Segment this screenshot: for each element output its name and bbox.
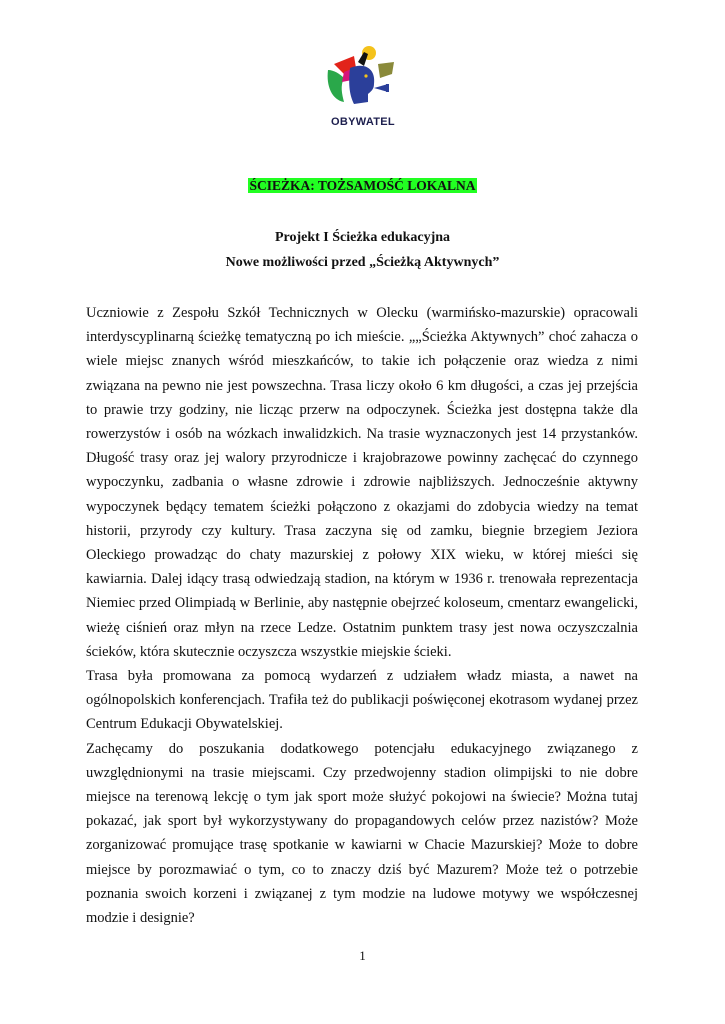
- project-title: Projekt I Ścieżka edukacyjna: [274, 230, 451, 245]
- obywatel-logo: [320, 42, 406, 132]
- logo-text: OBYWATEL: [331, 116, 395, 128]
- paragraph: Zachęcamy do poszukania dodatkowego potencjału edukacyjnego związanego z uwzględnionymi na trasie miejscami. Czy przedwojenny stadion olimpijski to nie dobre miejsce na terenową lekcję o tym jak sport może służyć pokojowi na świecie? Można tutaj pokazać, jak sport był wykorzystywany do propagandowych celów przez nazistów? Może zorganizować promujące trasę spotkanie w kawiarni w Chacie Mazurskiej? Może to dobre miejsce by porozmawiać o tym, co to znaczy dziś być Mazurem? Może też o potrzebie poznania swoich korzeni i związanej z tym modzie na ludowe motywy we współczesnej modzie i designie?: [86, 740, 638, 927]
- page-number: 1: [359, 948, 366, 963]
- body-text: [86, 301, 638, 930]
- path-label-highlight: ŚCIEŻKA: TOŻSAMOŚĆ LOKALNA: [249, 178, 476, 193]
- paragraph: Trasa była promowana za pomocą wydarzeń z udziałem władz miasta, a nawet na ogólnopolskich konferencjach. Trafiła też do publikacji poświęconej ekotrasom wydanej przez Centrum Edukacji Obywatelskiej.: [86, 668, 638, 733]
- obywatel-logo-icon: [320, 42, 406, 114]
- project-subtitle: Nowe możliwości przed „Ścieżką Aktywnych”: [225, 255, 500, 270]
- paragraph: Uczniowie z Zespołu Szkół Technicznych w Olecku (warmińsko-mazurskie) opracowali interdyscyplinarną ścieżkę tematyczną po ich mieście. „„Ścieżka Aktywnych” choć zahacza o wiele miejsc znanych wśród mieszkańców, to takie ich połączenie oraz wiedza z nimi związana na pewno nie jest powszechna. Trasa liczy około 6 km długości, a czas jej przejścia to prawie trzy godziny, nie licząc przerw na odpoczynek. Ścieżka jest dostępna także dla rowerzystów i osób na wózkach inwalidzkich. Na trasie wyznaczonych jest 14 przystanków. Długość trasy oraz jej walory przyrodnicze i krajobrazowe powinny zachęcać do czynnego wypoczynku, zadbania o własne zdrowie i zdrowie najbliższych. Jednocześnie aktywny wypoczynek będący tematem ścieżki połączono z okazjami do zdobycia wiedzy na temat historii, przyrody czy kultury. Trasa zaczyna się od zamku, biegnie brzegiem Jeziora Oleckiego prowadząc do chaty mazurskiej z połowy XIX wieku, w której mieści się kawiarnia. Dalej idący trasą odwiedzają stadion, na którym w 1936 r. trenowała reprezentacja Niemiec przed Olimpiadą w Berlinie, aby następnie obejrzeć koloseum, cmentarz ewangelicki, wieżę ciśnień oraz młyn na rzece Ledze. Ostatnim punktem trasy jest nowa oczyszczalnia ścieków, która skutecznie oczyszcza wszystkie miejskie ścieki.: [86, 305, 638, 660]
- path-heading: [0, 178, 725, 194]
